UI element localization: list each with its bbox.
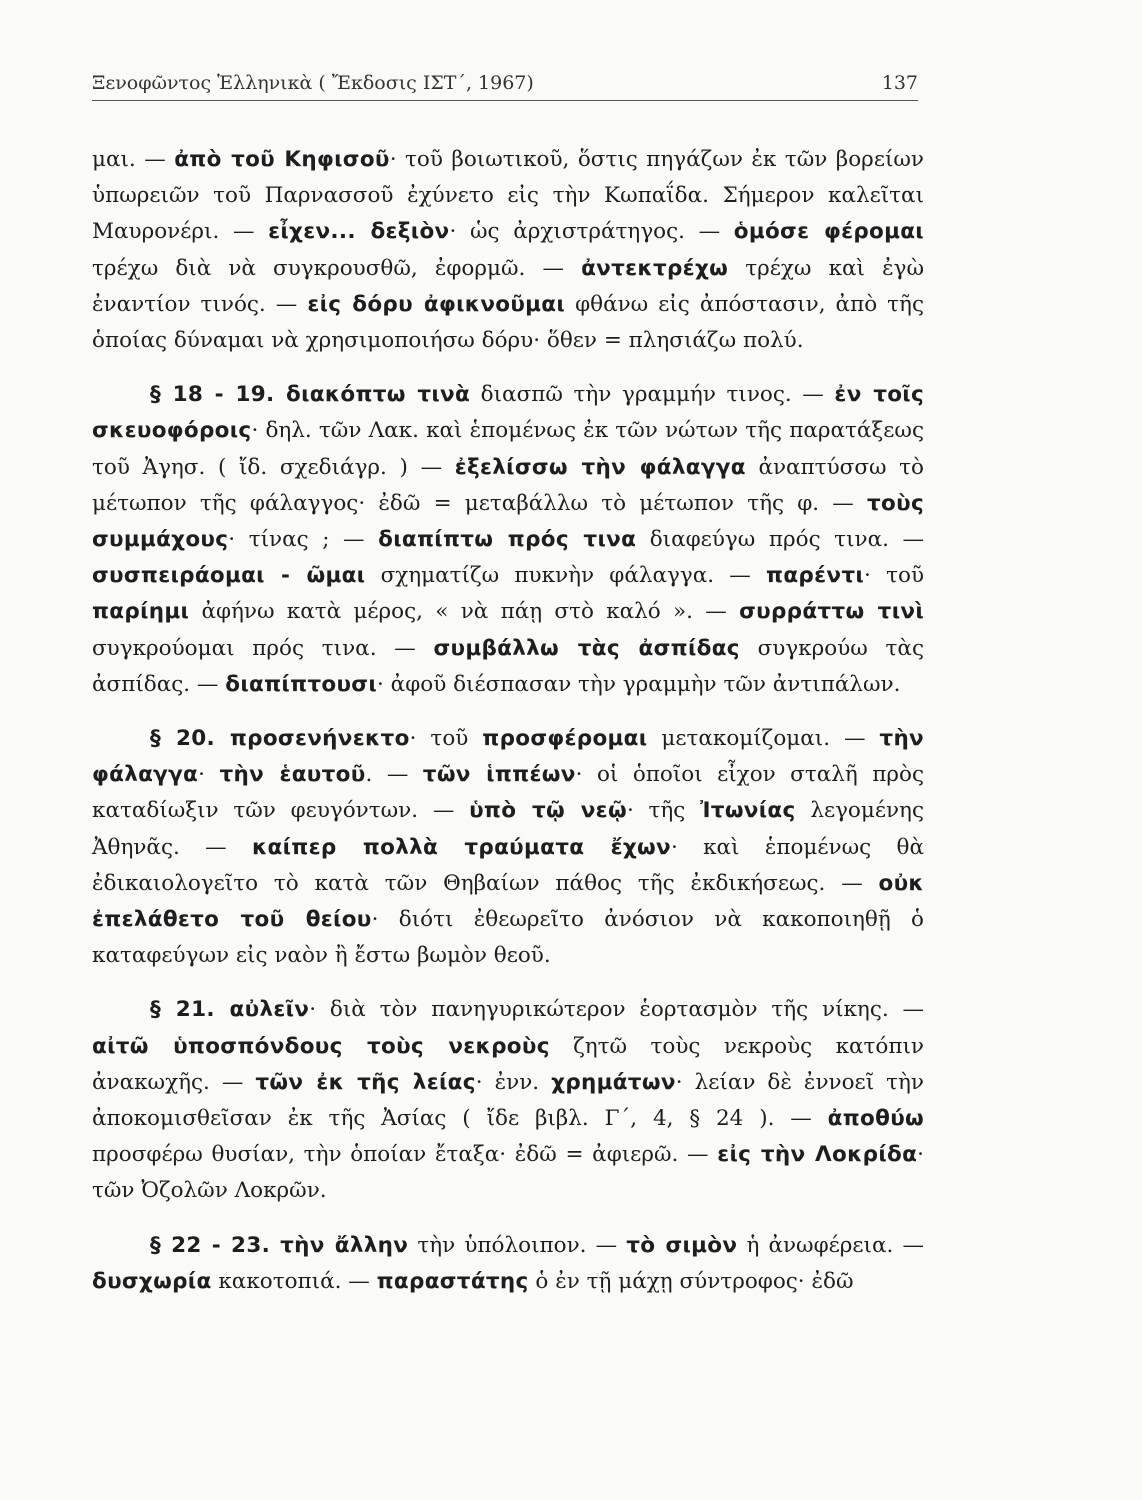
lemma: Ἰτωνίας [700, 798, 796, 824]
gloss: · διότι ἐθεωρεῖτο ἀνόσιον νὰ κακοποιηθῇ ὁ καταφεύγων εἰς ναὸν ἢ ἔστω βωμὸν θεοῦ. [92, 907, 924, 969]
lemma: εἰς τὴν Λοκρίδα [717, 1142, 918, 1168]
lemma: διαπίπτω πρός τινα [378, 527, 637, 553]
running-header-title: Ξενοφῶντος Ἑλληνικὰ ( Ἔκδοσις ΙΣΤ΄, 1967) [92, 72, 534, 94]
gloss: · τῶν Ὀζολῶν Λοκρῶν. [92, 1142, 924, 1204]
gloss: ἀφήνω κατὰ μέρος, « νὰ πάῃ στὸ καλό ». — [189, 599, 740, 625]
lemma: ἀποθύω [827, 1106, 924, 1132]
lemma: τὴν ἑαυτοῦ [219, 762, 366, 788]
gloss: · διὰ τὸν πανηγυρικώτερον ἑορτασμὸν τῆς νίκης. — [309, 997, 924, 1023]
lemma: συρράττω τινὶ [739, 599, 924, 625]
lemma: καίπερ πολλὰ τραύματα ἔχων [251, 834, 671, 860]
lemma: § 18 - 19. διακόπτω τινὰ [150, 382, 471, 408]
gloss: λεγομένης Ἀθηνᾶς. — [92, 798, 924, 860]
gloss: · τίνας ; — [228, 527, 379, 553]
gloss: διαφεύγω πρός τινα. — [636, 527, 925, 553]
gloss: · καὶ ἑπομένως θὰ ἐδικαιολογεῖτο τὸ κατὰ τῶν Θηβαίων πάθος τῆς ἐκδικήσεως. — [92, 834, 924, 896]
gloss: ὁ ἐν τῇ μάχῃ σύντροφος· ἐδῶ [528, 1268, 854, 1294]
gloss: · οἱ ὁποῖοι εἶχον σταλῆ πρὸς καταδίωξιν τῶν φευγόντων. — [92, 762, 925, 824]
paragraph [92, 992, 924, 1209]
gloss: · τοῦ [409, 726, 483, 752]
gloss: τὴν ὑπόλοιπον. — [408, 1232, 627, 1258]
gloss: · τοῦ βοιωτικοῦ, ὅστις πηγάζων ἐκ τῶν βορείων ὑπωρειῶν τοῦ Παρνασσοῦ ἐχύνετο εἰς τὴν Κωπαΐδα. Σήμερον καλεῖται Μαυρονέρι. — [92, 147, 924, 245]
lemma: § 21. αὐλεῖν [150, 997, 310, 1023]
gloss: φθάνω εἰς ἀπόστασιν, ἀπὸ τῆς ὁποίας δύναμαι νὰ χρησιμοποιήσω δόρυ· ὅθεν = πλησιάζω πολύ. [92, 291, 924, 354]
gloss: · ἀφοῦ διέσπασαν τὴν γραμμὴν τῶν ἀντιπάλων. [377, 671, 901, 697]
lemma: ἐξελίσσω τὴν φάλαγγα [454, 454, 746, 480]
lemma: συσπειράομαι - ῶμαι [92, 563, 366, 589]
gloss: ἀναπτύσσω τὸ μέτωπον τῆς φάλαγγος· ἐδῶ = μεταβάλλω τὸ μέτωπον τῆς φ. — [92, 454, 925, 516]
gloss: τρέχω διὰ νὰ συγκρουσθῶ, ἐφορμῶ. — [92, 255, 582, 281]
gloss: · ὡς ἀρχιστράτηγος. — [449, 219, 734, 245]
lemma: ὁμόσε φέρομαι [733, 219, 924, 245]
gloss: · [198, 762, 220, 788]
paragraph [92, 142, 924, 359]
gloss: σχηματίζω πυκνὴν φάλαγγα. — [365, 563, 767, 589]
lemma: § 22 - 23. τὴν ἄλλην [150, 1232, 409, 1258]
lemma: παρίημι [92, 599, 190, 625]
lemma: ὑπὸ τῷ νεῷ [469, 798, 627, 824]
gloss: · ἐνν. [475, 1069, 552, 1095]
lemma: παραστάτης [376, 1268, 529, 1294]
lemma: ἐν τοῖς σκευοφόροις [92, 382, 925, 444]
lemma: προσφέρομαι [482, 726, 648, 752]
lemma: εἰς δόρυ ἀφικνοῦμαι [307, 291, 566, 317]
lemma: τὸ σιμὸν [626, 1232, 738, 1258]
lemma: δυσχωρία [92, 1268, 212, 1294]
commentary-text [92, 142, 924, 1300]
page-number: 137 [881, 72, 918, 94]
lemma: ἀντεκτρέχω [581, 255, 729, 281]
gloss: τρέχω καὶ ἐγὼ ἐναντίον τινός. — [92, 255, 924, 317]
gloss: κακοτοπιά. — [211, 1268, 377, 1294]
lemma: τοὺς συμμάχους [92, 490, 924, 553]
paragraph [92, 721, 924, 974]
gloss: · λείαν δὲ ἐννοεῖ τὴν ἀποκομισθεῖσαν ἐκ τῆς Ἀσίας ( ἴδε βιβλ. Γ΄, 4, § 24 ). — [92, 1069, 924, 1132]
gloss: μαι. — [92, 147, 175, 172]
gloss: μετακομίζομαι. — [647, 726, 880, 752]
gloss: · τῆς [626, 798, 701, 824]
lemma: παρέντι [766, 563, 865, 589]
lemma: συμβάλλω τὰς ἀσπίδας [433, 635, 740, 661]
gloss: προσφέρω θυσίαν, τὴν ὁποίαν ἔταξα· ἐδῶ = ἀφιερῶ. — [92, 1142, 718, 1168]
lemma: οὐκ ἐπελάθετο τοῦ θείου [92, 870, 924, 933]
lemma: διαπίπτουσι [225, 671, 378, 697]
lemma: § 20. προσενήνεκτο [150, 726, 410, 752]
running-header [92, 72, 918, 101]
gloss: · τοῦ [864, 563, 925, 589]
gloss: διασπῶ τὴν γραμμήν τινος. — [470, 382, 835, 408]
lemma: χρημάτων [551, 1069, 676, 1095]
lemma: εἶχεν... δεξιὸν [268, 219, 450, 245]
gloss: συγκρούομαι πρός τινα. — [92, 635, 434, 661]
paragraph [92, 1228, 924, 1300]
gloss: ζητῶ τοὺς νεκροὺς κατόπιν ἀνακωχῆς. — [92, 1033, 924, 1095]
paragraph [92, 377, 924, 703]
lemma: τῶν ἐκ τῆς λείας [255, 1069, 476, 1095]
lemma: αἰτῶ ὑποσπόνδους τοὺς νεκροὺς [92, 1033, 550, 1059]
gloss: συγκρούω τὰς ἀσπίδας. — [92, 635, 924, 697]
lemma: τὴν φάλαγγα [92, 726, 924, 788]
gloss: ἡ ἀνωφέρεια. — [737, 1232, 924, 1258]
gloss: . — [365, 762, 423, 788]
gloss: · δηλ. τῶν Λακ. καὶ ἑπομένως ἐκ τῶν νώτων τῆς παρατάξεως τοῦ Ἀγησ. ( ἴδ. σχεδιάγρ. ) — [92, 418, 924, 480]
lemma: τῶν ἱππέων [422, 762, 576, 788]
lemma: ἀπὸ τοῦ Κηφισοῦ [174, 147, 390, 172]
